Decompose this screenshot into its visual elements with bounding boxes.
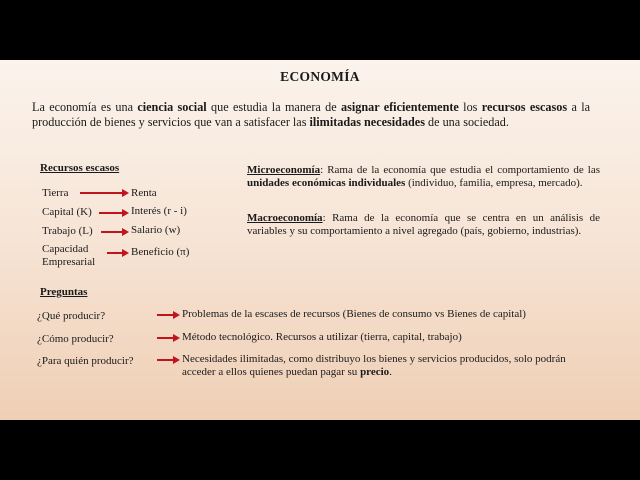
macro-text-1: : Rama de la economía que se centra en un análisis de variables y su comportamiento a nivel agregado (país, gobierno, industrias). [247,212,600,237]
factor-tierra: Tierra [42,187,69,199]
micro-bold: unidades económicas individuales [247,176,406,189]
intro-text-4: a la producción de bienes y servicios que van a satisfacer las [32,100,590,129]
arrow-capacidad-icon [107,252,123,254]
factor-capacidad: Capacidad Empresarial [42,243,96,268]
micro-text-2: (individuo, familia, empresa, mercado). [405,176,583,189]
intro-text-1: La economía es una [32,100,138,114]
intro-bold-1: ciencia social [137,100,207,114]
intro-bold-2: asignar eficientemente [341,100,459,114]
questions-heading: Preguntas [40,286,88,298]
arrow-tierra-icon [80,192,123,194]
answer-quien-end: . [389,366,392,378]
arrow-que-icon [157,314,174,316]
arrow-capital-icon [99,212,123,214]
arrow-trabajo-icon [101,231,123,233]
intro-paragraph [32,100,590,130]
intro-bold-3: recursos escasos [481,100,568,114]
question-que: ¿Qué producir? [37,310,106,322]
factor-capital: Capital (K) [42,206,92,218]
intro-text-5: de una sociedad. [424,115,509,129]
arrow-como-icon [157,337,174,339]
answer-como: Método tecnológico. Recursos a utilizar (tierra, capital, trabajo) [182,331,462,343]
question-quien: ¿Para quién producir? [37,355,134,367]
arrow-quien-icon [157,359,174,361]
reward-interes: Interés (r - i) [131,205,187,217]
micro-term: Microeconomía [247,164,321,176]
micro-definition [247,164,600,189]
reward-beneficio: Beneficio (π) [131,246,190,258]
micro-text-1: : Rama de la economía que estudia el comportamiento de las [320,164,600,176]
answer-quien-text: Necesidades ilimitadas, como distribuyo los bienes y servicios producidos, solo podrán acceder a ellos quienes puedan pagar su [182,353,566,378]
macro-term: Macroeconomía [247,212,323,224]
reward-salario: Salario (w) [131,224,181,236]
intro-text-2: que estudia la manera de [206,100,341,114]
slide [0,60,640,420]
macro-definition [247,212,600,237]
slide-title: ECONOMÍA [280,69,360,84]
answer-que: Problemas de la escases de recursos (Bienes de consumo vs Bienes de capital) [182,308,526,320]
intro-bold-4: ilimitadas necesidades [309,115,425,129]
answer-quien [182,353,574,379]
resources-heading: Recursos escasos [40,162,120,174]
question-como: ¿Cómo producir? [37,333,114,345]
answer-quien-bold: precio [360,366,390,378]
reward-renta: Renta [131,187,157,199]
factor-trabajo: Trabajo (L) [42,225,93,237]
intro-text-3: los [458,100,482,114]
